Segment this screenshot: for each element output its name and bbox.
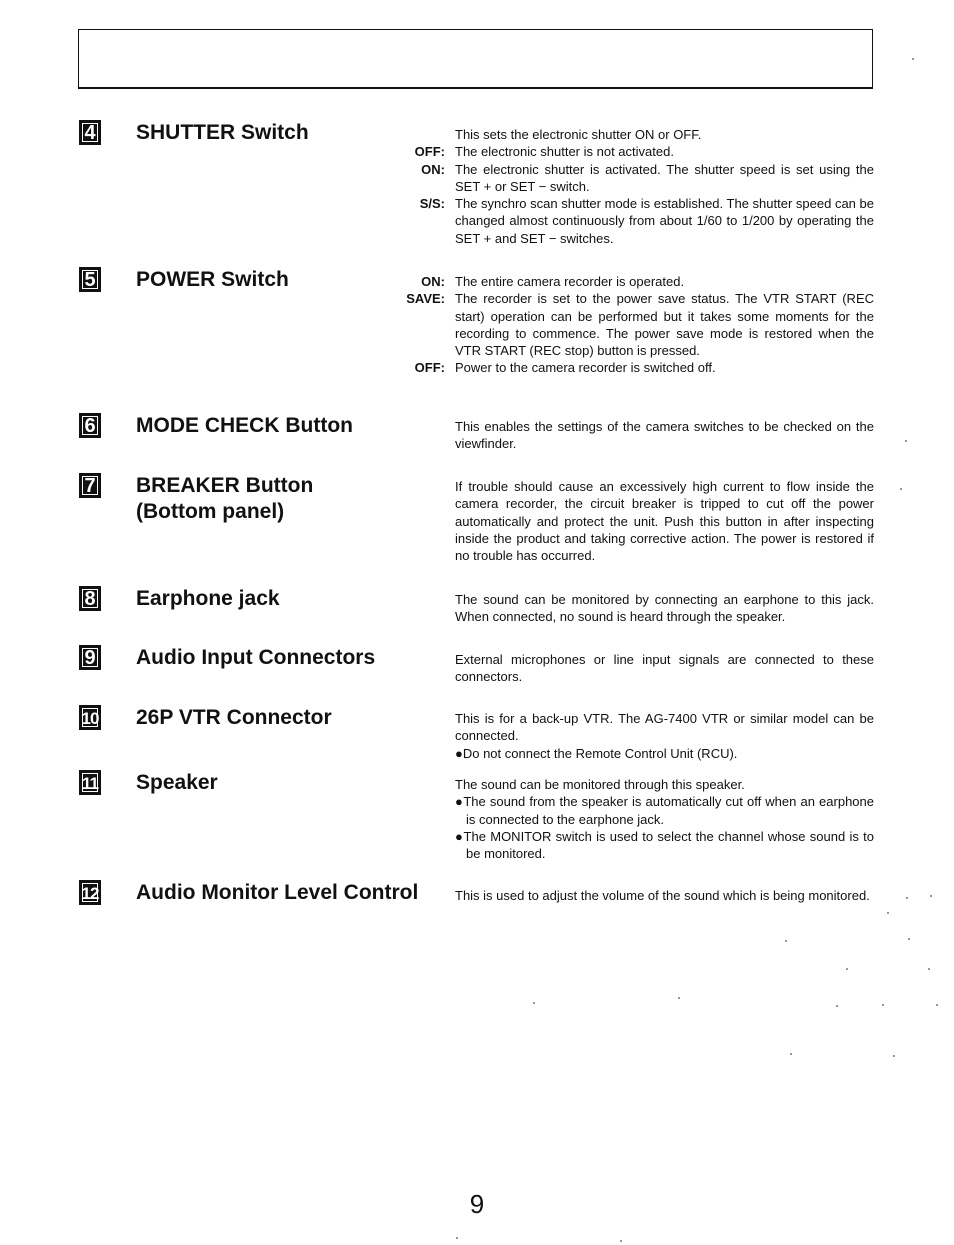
description-text: This enables the settings of the camera switches to be checked on the viewfinder.: [455, 419, 874, 452]
option-text: The synchro scan shutter mode is established. The shutter speed can be changed almost continuously from about 1/60 to 1/200 by operating the SET + and SET − switches.: [455, 196, 874, 246]
bullet-note: ●The MONITOR switch is used to select the channel whose sound is to be monitored.: [455, 828, 874, 862]
section-number-badge: 12: [79, 880, 101, 905]
section-description: [455, 651, 874, 686]
section-number-badge: 4: [79, 120, 101, 145]
description-text: External microphones or line input signals are connected to these connectors.: [455, 652, 874, 685]
description-text: This is used to adjust the volume of the sound which is being monitored.: [455, 888, 870, 903]
option-row: [414, 359, 874, 376]
section-description: [455, 418, 874, 453]
intro-text: This sets the electronic shutter ON or OFF.: [455, 127, 702, 142]
section-title: Earphone jack: [136, 587, 280, 610]
description-text: The sound can be monitored by connecting an earphone to this jack. When connected, no sound is heard through the speaker.: [455, 592, 874, 625]
option-text: The electronic shutter is activated. The shutter speed is set using the SET + or SET − switch.: [455, 161, 874, 194]
section-title: Audio Input Connectors: [136, 646, 376, 669]
description-text: If trouble should cause an excessively high current to flow inside the camera recorder, the circuit breaker is tripped to cut off the power automatically and protect the unit. Push this button in after inspecting inside the product and taking corrective action. The power is restored if no trouble has occurred.: [455, 479, 874, 564]
section-title: [136, 473, 436, 525]
section-description: [455, 887, 874, 904]
bullet-note: ●Do not connect the Remote Control Unit (RCU).: [455, 745, 738, 761]
header-box: [78, 29, 873, 89]
section-number-badge: 10: [79, 705, 101, 730]
option-row: [421, 161, 874, 196]
option-key: OFF:: [414, 144, 445, 160]
section-description: [414, 126, 874, 247]
option-key: S/S:: [419, 196, 445, 212]
option-key: ON:: [421, 161, 445, 177]
section-title: MODE CHECK Button: [136, 414, 353, 437]
option-row: [414, 143, 874, 160]
option-key: OFF:: [414, 360, 445, 376]
section-description: [455, 591, 874, 626]
description-text: This is for a back-up VTR. The AG-7400 VTR or similar model can be connected.: [455, 711, 874, 744]
option-key: SAVE:: [406, 291, 445, 307]
section-description: [455, 776, 874, 862]
option-row: [419, 195, 874, 247]
option-text: The entire camera recorder is operated.: [455, 274, 685, 289]
bullet-note: ●The sound from the speaker is automatically cut off when an earphone is connected to the earphone jack.: [455, 794, 874, 827]
section-title-line: (Bottom panel): [136, 500, 285, 523]
option-text: Power to the camera recorder is switched off.: [455, 360, 716, 376]
section-title-line: BREAKER Button: [136, 474, 314, 497]
description-text: The sound can be monitored through this speaker.: [455, 777, 745, 792]
section-number-badge: 8: [79, 586, 101, 611]
section-title: 26P VTR Connector: [136, 706, 332, 729]
section-number-badge: 9: [79, 645, 101, 670]
option-row: [421, 273, 874, 290]
section-title: Audio Monitor Level Control: [136, 881, 419, 904]
section-description: [455, 478, 874, 564]
option-row: [406, 290, 874, 359]
section-title: POWER Switch: [136, 268, 289, 291]
section-number-badge: 7: [79, 473, 101, 498]
section-title: SHUTTER Switch: [136, 121, 309, 144]
option-text: The recorder is set to the power save status. The VTR START (REC start) operation can be performed but it takes some moments for the recording to commence. The power save mode is restored when the VTR START (REC stop) button is pressed.: [455, 291, 874, 359]
section-number-badge: 5: [79, 267, 101, 292]
section-description: [406, 273, 874, 377]
section-description: [455, 710, 874, 762]
page-number: 9: [469, 1189, 485, 1219]
option-key: ON:: [421, 274, 445, 289]
option-text: The electronic shutter is not activated.: [455, 144, 674, 160]
section-title: Speaker: [136, 771, 218, 794]
section-number-badge: 6: [79, 413, 101, 438]
section-number-badge: 11: [79, 770, 101, 795]
